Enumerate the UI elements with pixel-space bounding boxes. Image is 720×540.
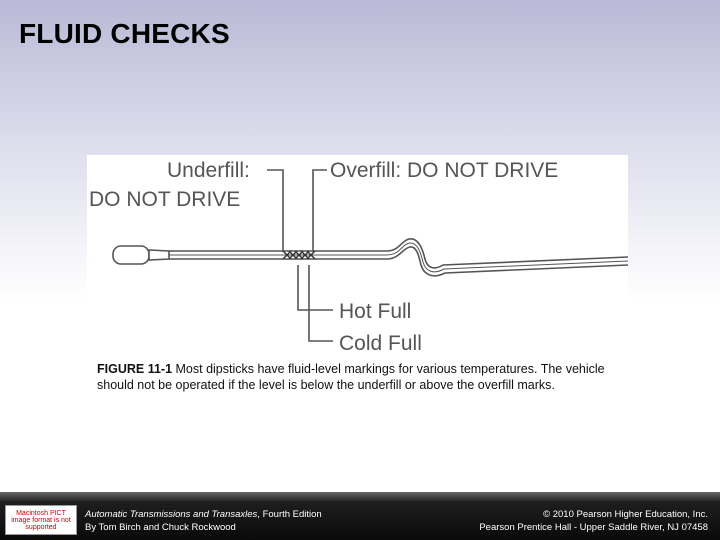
footer-copyright-info xyxy=(479,508,708,534)
caption-text: Most dipsticks have fluid-level markings for various temperatures. The vehicle should not be operated if the level is below the underfill or above the overfill marks. xyxy=(97,362,605,392)
hot-full-leader xyxy=(298,265,333,310)
overfill-leader xyxy=(313,170,327,252)
dipstick-diagram xyxy=(87,155,628,355)
publisher-text: Pearson Prentice Hall - Upper Saddle River, NJ 07458 xyxy=(479,522,708,533)
cold-full-label: Cold Full xyxy=(339,332,422,355)
slide-title: FLUID CHECKS xyxy=(19,18,230,49)
dipstick-figure xyxy=(87,155,628,355)
underfill-leader xyxy=(267,170,283,252)
footer-book-info xyxy=(85,508,322,534)
cold-full-leader xyxy=(309,265,333,341)
underfill-label-line1: Underfill: xyxy=(167,159,250,182)
dipstick-handle xyxy=(113,246,169,264)
logo-placeholder-text: Macintosh PICT image format is not supported xyxy=(11,509,71,531)
footer-bar xyxy=(0,492,720,540)
publisher-logo-placeholder xyxy=(5,505,77,535)
book-title: Automatic Transmissions and Transaxles xyxy=(85,509,258,520)
underfill-label-line2: DO NOT DRIVE xyxy=(89,188,241,211)
figure-caption xyxy=(97,361,637,393)
copyright-text: © 2010 Pearson Higher Education, Inc. xyxy=(543,509,708,520)
hot-full-label: Hot Full xyxy=(339,300,412,323)
book-edition: , Fourth Edition xyxy=(257,509,322,520)
overfill-label: Overfill: DO NOT DRIVE xyxy=(330,159,559,182)
figure-number: FIGURE 11-1 xyxy=(97,362,173,376)
fluid-level-crosshatch xyxy=(283,251,315,259)
book-authors: By Tom Birch and Chuck Rockwood xyxy=(85,522,236,533)
dipstick-blade xyxy=(169,239,628,276)
